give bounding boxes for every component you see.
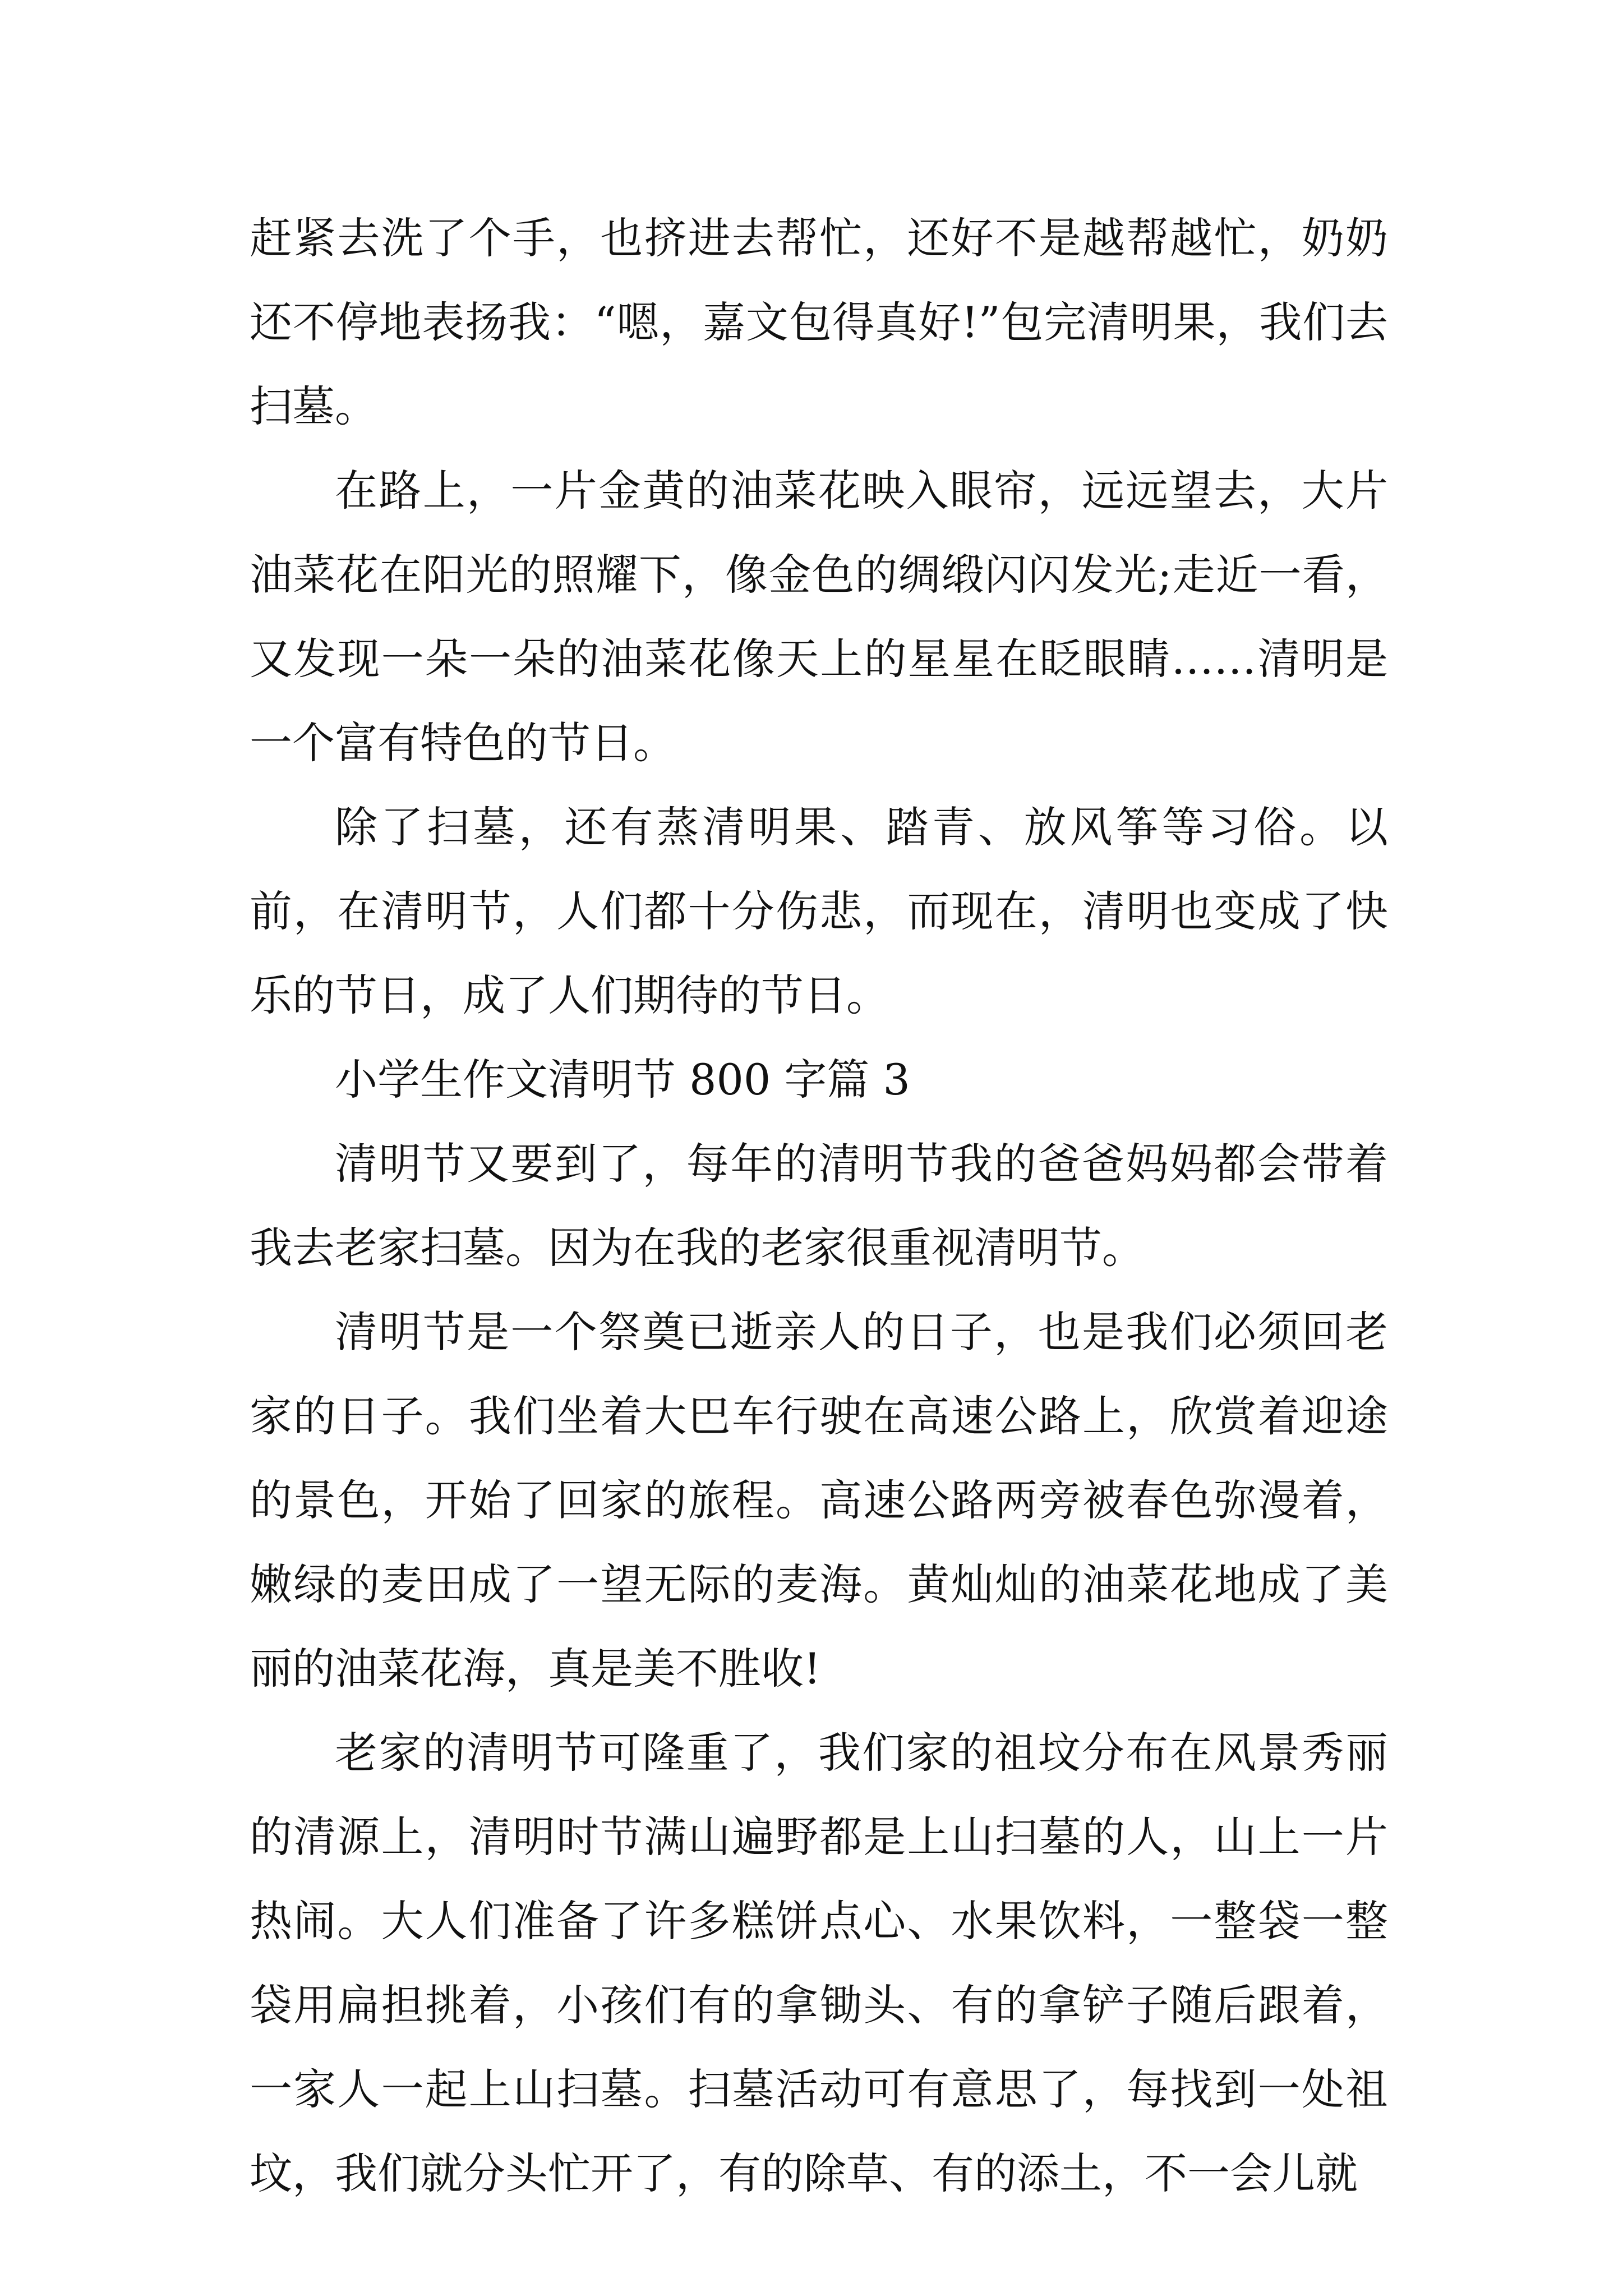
paragraph-continued: 赶紧去洗了个手，也挤进去帮忙，还好不是越帮越忙，奶奶还不停地表扬我：“嗯，嘉文包得真好!”包完清明果，我们去扫墓。 [250, 213, 1388, 431]
paragraph-rapeseed-flowers: 在路上，一片金黄的油菜花映入眼帘，远远望去，大片油菜花在阳光的照耀下，像金色的绸缎闪闪发光;走近一看，又发现一朵一朵的油菜花像天上的星星在眨眼睛……清明是一个富有特色的节日。 [250, 466, 1388, 768]
paragraph-tomb-sweeping: 老家的清明节可隆重了，我们家的祖坟分布在风景秀丽的清源上，清明时节满山遍野都是上山扫墓的人，山上一片热闹。大人们准备了许多糕饼点心、水果饮料，一整袋一整袋用扁担挑着，小孩们有的拿锄头、有的拿铲子随后跟着，一家人一起上山扫墓。扫墓活动可有意思了，每找到一处祖坟，我们就分头忙开了，有的除草、有的添土，不一会儿就 [250, 1728, 1388, 2198]
document-body [250, 196, 1388, 2216]
paragraph-journey: 清明节是一个祭奠已逝亲人的日子，也是我们必须回老家的日子。我们坐着大巴车行驶在高速公路上，欣赏着迎途的景色，开始了回家的旅程。高速公路两旁被春色弥漫着，嫩绿的麦田成了一望无际的麦海。黄灿灿的油菜花地成了美丽的油菜花海，真是美不胜收! [250, 1307, 1388, 1694]
paragraph-intro: 清明节又要到了，每年的清明节我的爸爸妈妈都会带着我去老家扫墓。因为在我的老家很重视清明节。 [250, 1139, 1388, 1273]
paragraph-customs: 除了扫墓，还有蒸清明果、踏青、放风筝等习俗。以前，在清明节，人们都十分伤悲，而现在，清明也变成了快乐的节日，成了人们期待的节日。 [250, 802, 1388, 1020]
section-heading: 小学生作文清明节 800 字篇 3 [335, 1055, 910, 1105]
